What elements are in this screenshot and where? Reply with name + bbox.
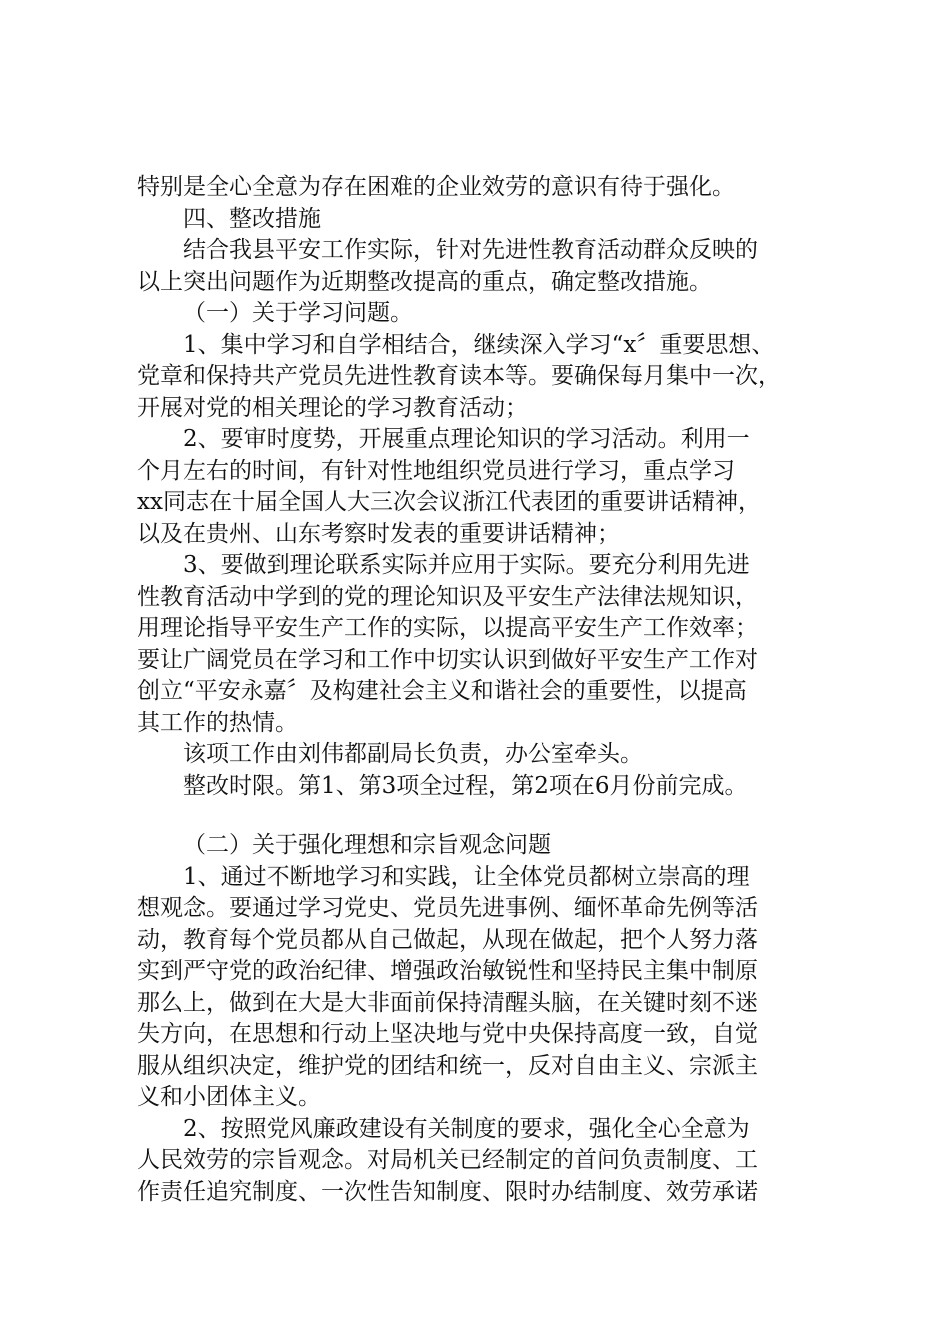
paragraph-line: 要让广阔党员在学习和工作中切实认识到做好平安生产工作对: [137, 646, 758, 673]
subsection-heading-study: （一）关于学习问题。: [183, 300, 413, 326]
paragraph-line: 2、要审时度势，开展重点理论知识的学习活动。利用一: [183, 426, 750, 452]
paragraph-line: 其工作的热情。: [137, 709, 298, 736]
paragraph-line: 作责任追究制度、一次性告知制度、限时办结制度、效劳承诺: [137, 1178, 758, 1205]
paragraph-line: 用理论指导平安生产工作的实际，以提高平安生产工作效率；: [137, 615, 758, 641]
paragraph-line: 以及在贵州、山东考察时发表的重要讲话精神；: [137, 520, 620, 547]
paragraph-gap: [137, 802, 827, 830]
paragraph-line: 服从组织决定，维护党的团结和统一，反对自由主义、宗派主: [137, 1052, 758, 1079]
paragraph-line: 性教育活动中学到的党的理论知识及平安生产法律法规知识，: [137, 583, 758, 610]
paragraph-line: 特别是全心全意为存在困难的企业效劳的意识有待于强化。: [137, 174, 735, 200]
paragraph-line: 党章和保持共产党员先进性教育读本等。要确保每月集中一次，: [137, 363, 781, 389]
responsible-line: 该项工作由刘伟都副局长负责，办公室牵头。: [183, 741, 643, 767]
paragraph-line: 动，教育每个党员都从自己做起，从现在做起，把个人努力落: [137, 926, 758, 953]
paragraph-line: 失方向，在思想和行动上坚决地与党中央保持高度一致，自觉: [137, 1021, 758, 1047]
document-body: [137, 172, 827, 1208]
paragraph-line: 想观念。要通过学习党史、党员先进事例、缅怀革命先例等活: [137, 895, 758, 921]
paragraph-line: xx同志在十届全国人大三次会议浙江代表团的重要讲话精神，: [137, 489, 761, 515]
paragraph-line: 开展对党的相关理论的学习教育活动；: [137, 394, 528, 421]
paragraph-line: 义和小团体主义。: [137, 1084, 321, 1110]
subsection-heading-ideals: （二）关于强化理想和宗旨观念问题: [183, 832, 551, 858]
paragraph-line: 以上突出问题作为近期整改提高的重点，确定整改措施。: [137, 268, 712, 295]
paragraph-line: 结合我县平安工作实际，针对先进性教育活动群众反映的: [183, 237, 758, 263]
paragraph-line: 人民效劳的宗旨观念。对局机关已经制定的首问负责制度、工: [137, 1147, 758, 1173]
paragraph-line: 创立“平安永嘉〞及构建社会主义和谐社会的重要性，以提高: [137, 678, 747, 704]
paragraph-line: 个月左右的时间，有针对性地组织党员进行学习，重点学习: [137, 457, 735, 484]
paragraph-line: 2、按照党风廉政建设有关制度的要求，强化全心全意为: [183, 1115, 750, 1142]
paragraph-line: 1、集中学习和自学相结合，继续深入学习“x〞重要思想、: [183, 331, 775, 358]
paragraph-line: 实到严守党的政治纪律、增强政治敏锐性和坚持民主集中制原: [137, 958, 758, 984]
section-heading-measures: 四、整改措施: [183, 205, 321, 232]
paragraph-line: 1、通过不断地学习和实践，让全体党员都树立崇高的理: [183, 863, 750, 890]
paragraph-line: 那么上，做到在大是大非面前保持清醒头脑，在关键时刻不迷: [137, 989, 758, 1016]
paragraph-line: 3、要做到理论联系实际并应用于实际。要充分利用先进: [183, 552, 750, 578]
deadline-line: 整改时限。第1、第3项全过程，第2项在6月份前完成。: [183, 772, 748, 799]
